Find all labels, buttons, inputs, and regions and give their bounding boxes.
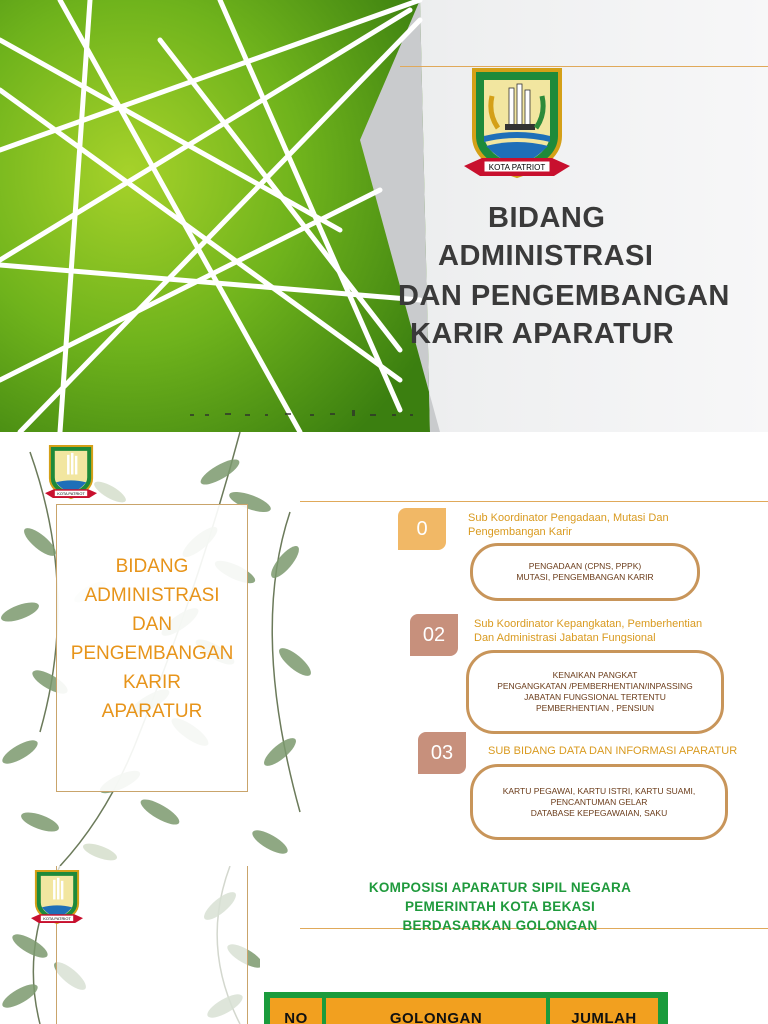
green-geometric-background xyxy=(0,0,768,432)
section-number-badge: 0 xyxy=(398,508,446,550)
slide-cover xyxy=(0,0,768,432)
table-header-golongan: GOLONGAN xyxy=(326,998,546,1024)
section-heading: Sub Koordinator Kepangkatan, Pemberhentian Dan Administrasi Jabatan Fungsional xyxy=(474,618,703,644)
section-number-badge: 02 xyxy=(410,614,458,656)
cover-title-line-2: ADMINISTRASI xyxy=(438,240,654,272)
composition-title: KOMPOSISI APARATUR SIPIL NEGARA PEMERINTAH KOTA BEKASI BERDASARKAN GOLONGAN xyxy=(368,880,632,933)
logo-caption: KOTA PATRIOT xyxy=(43,916,71,922)
cover-title-line-3: DAN PENGEMBANGAN xyxy=(398,280,730,312)
structure-title: BIDANG ADMINISTRASI DAN PENGEMBANGAN KARIR APARATUR xyxy=(70,556,234,722)
divider-line xyxy=(300,501,768,502)
section-heading: Sub Koordinator Pengadaan, Mutasi Dan Pengembangan Karir xyxy=(468,512,669,538)
cover-title-line-4: KARIR APARATUR xyxy=(410,318,675,350)
section-items-box: PENGADAAN (CPNS, PPPK) MUTASI, PENGEMBANGAN KARIR xyxy=(470,543,700,601)
kota-bekasi-emblem-logo xyxy=(30,868,84,928)
cover-title-line-1: BIDANG xyxy=(488,202,606,234)
title-frame xyxy=(56,866,248,1024)
section-items-box: KENAIKAN PANGKAT PENGANGKATAN /PEMBERHENTIAN/INPASSING JABATAN FUNGSIONAL TERTENTU PEMBERHENTIAN , PENSIUN xyxy=(466,650,724,734)
section-number-badge: 03 xyxy=(418,732,466,774)
logo-caption: KOTA PATRIOT xyxy=(57,491,85,497)
table-header-no: NO xyxy=(270,998,322,1024)
divider-line xyxy=(400,66,768,67)
logo-caption: KOTA PATRIOT xyxy=(488,163,546,172)
slide-composition xyxy=(0,866,768,1024)
section-heading: SUB BIDANG DATA DAN INFORMASI APARATUR xyxy=(488,745,738,757)
kota-bekasi-emblem-logo xyxy=(462,66,572,184)
golongan-table xyxy=(264,992,668,1024)
table-header-jumlah: JUMLAH xyxy=(550,998,658,1024)
kota-bekasi-emblem-logo xyxy=(44,444,98,502)
section-items-box: KARTU PEGAWAI, KARTU ISTRI, KARTU SUAMI, PENCANTUMAN GELAR DATABASE KEPEGAWAIAN, SAKU xyxy=(470,764,728,840)
slide-structure xyxy=(0,432,768,866)
